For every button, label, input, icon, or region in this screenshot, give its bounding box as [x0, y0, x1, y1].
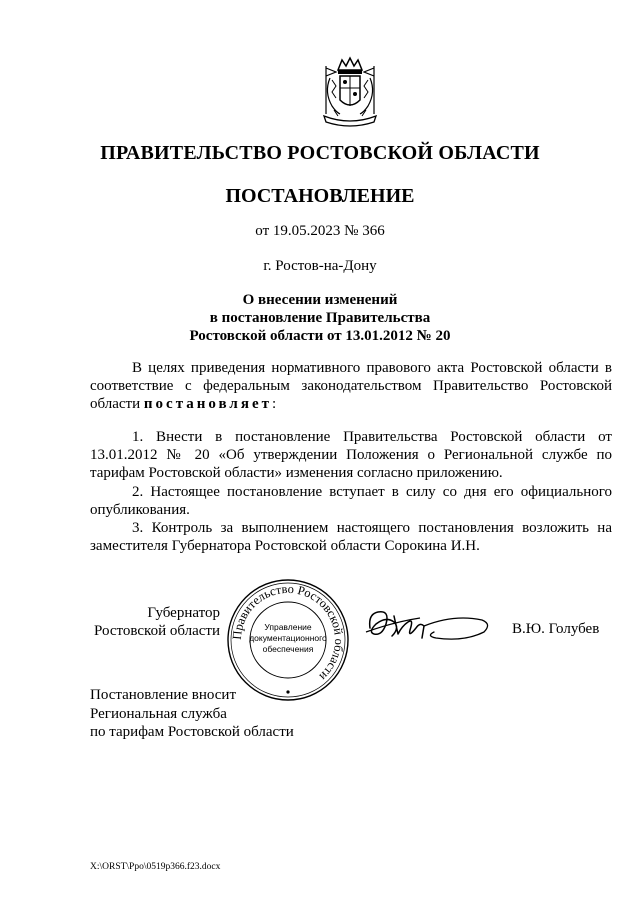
preamble-paragraph: [90, 359, 612, 414]
subject-line: в постановление Правительства: [209, 310, 431, 326]
submitter-line: Постановление вносит: [90, 687, 237, 703]
preamble-text: В целях приведения нормативного правового акта Ростовской области в соответствие с федеральным законодательством Правительство Ростовской области: [90, 360, 612, 413]
point-1: 1. Внести в постановление Правительства Ростовской области от 13.01.2012 № 20 «Об утверждении Положения о Региональной службе по тарифам Ростовской области» изменения согласно приложению.: [90, 429, 612, 482]
document-subject: [0, 291, 640, 345]
date-and-number: от 19.05.2023 № 366: [255, 223, 385, 239]
subject-line: О внесении изменений: [242, 292, 398, 308]
point-2: 2. Настоящее постановление вступает в силу со дня его официального опубликования.: [90, 483, 612, 518]
signatory-name: В.Ю. Голубев: [512, 621, 600, 637]
resolution-points: [90, 428, 612, 555]
submitter-block: [90, 686, 294, 742]
preamble-verb: постановляет: [143, 396, 272, 413]
official-stamp: [226, 578, 350, 702]
stamp-ring-textpath: Правительство Ростовской области: [229, 581, 347, 684]
document-type-heading: ПОСТАНОВЛЕНИЕ: [225, 185, 415, 207]
signatory-position-line: Ростовской области: [94, 623, 220, 639]
city-line: г. Ростов-на-Дону: [263, 258, 377, 274]
stamp-center-line: обеспечения: [262, 644, 314, 654]
file-path: X:\ORST\Ppo\0519p366.f23.docx: [90, 862, 221, 872]
government-title: ПРАВИТЕЛЬСТВО РОСТОВСКОЙ ОБЛАСТИ: [100, 142, 540, 164]
subject-line: Ростовской области от 13.01.2012 № 20: [189, 328, 451, 344]
signatory-position-line: Губернатор: [147, 605, 220, 621]
stamp-center-line: документационного: [249, 633, 327, 643]
coat-of-arms-emblem: [316, 56, 384, 128]
stamp-center-line: Управление: [264, 622, 312, 632]
submitter-line: Региональная служба: [90, 705, 227, 722]
point-3: 3. Контроль за выполнением настоящего постановления возложить на заместителя Губернатора Ростовской области Сорокина И.Н.: [90, 520, 612, 555]
handwritten-signature: [364, 604, 494, 648]
signatory-position: [90, 604, 220, 640]
submitter-line: по тарифам Ростовской области: [90, 724, 294, 740]
preamble-end: :: [272, 396, 277, 413]
